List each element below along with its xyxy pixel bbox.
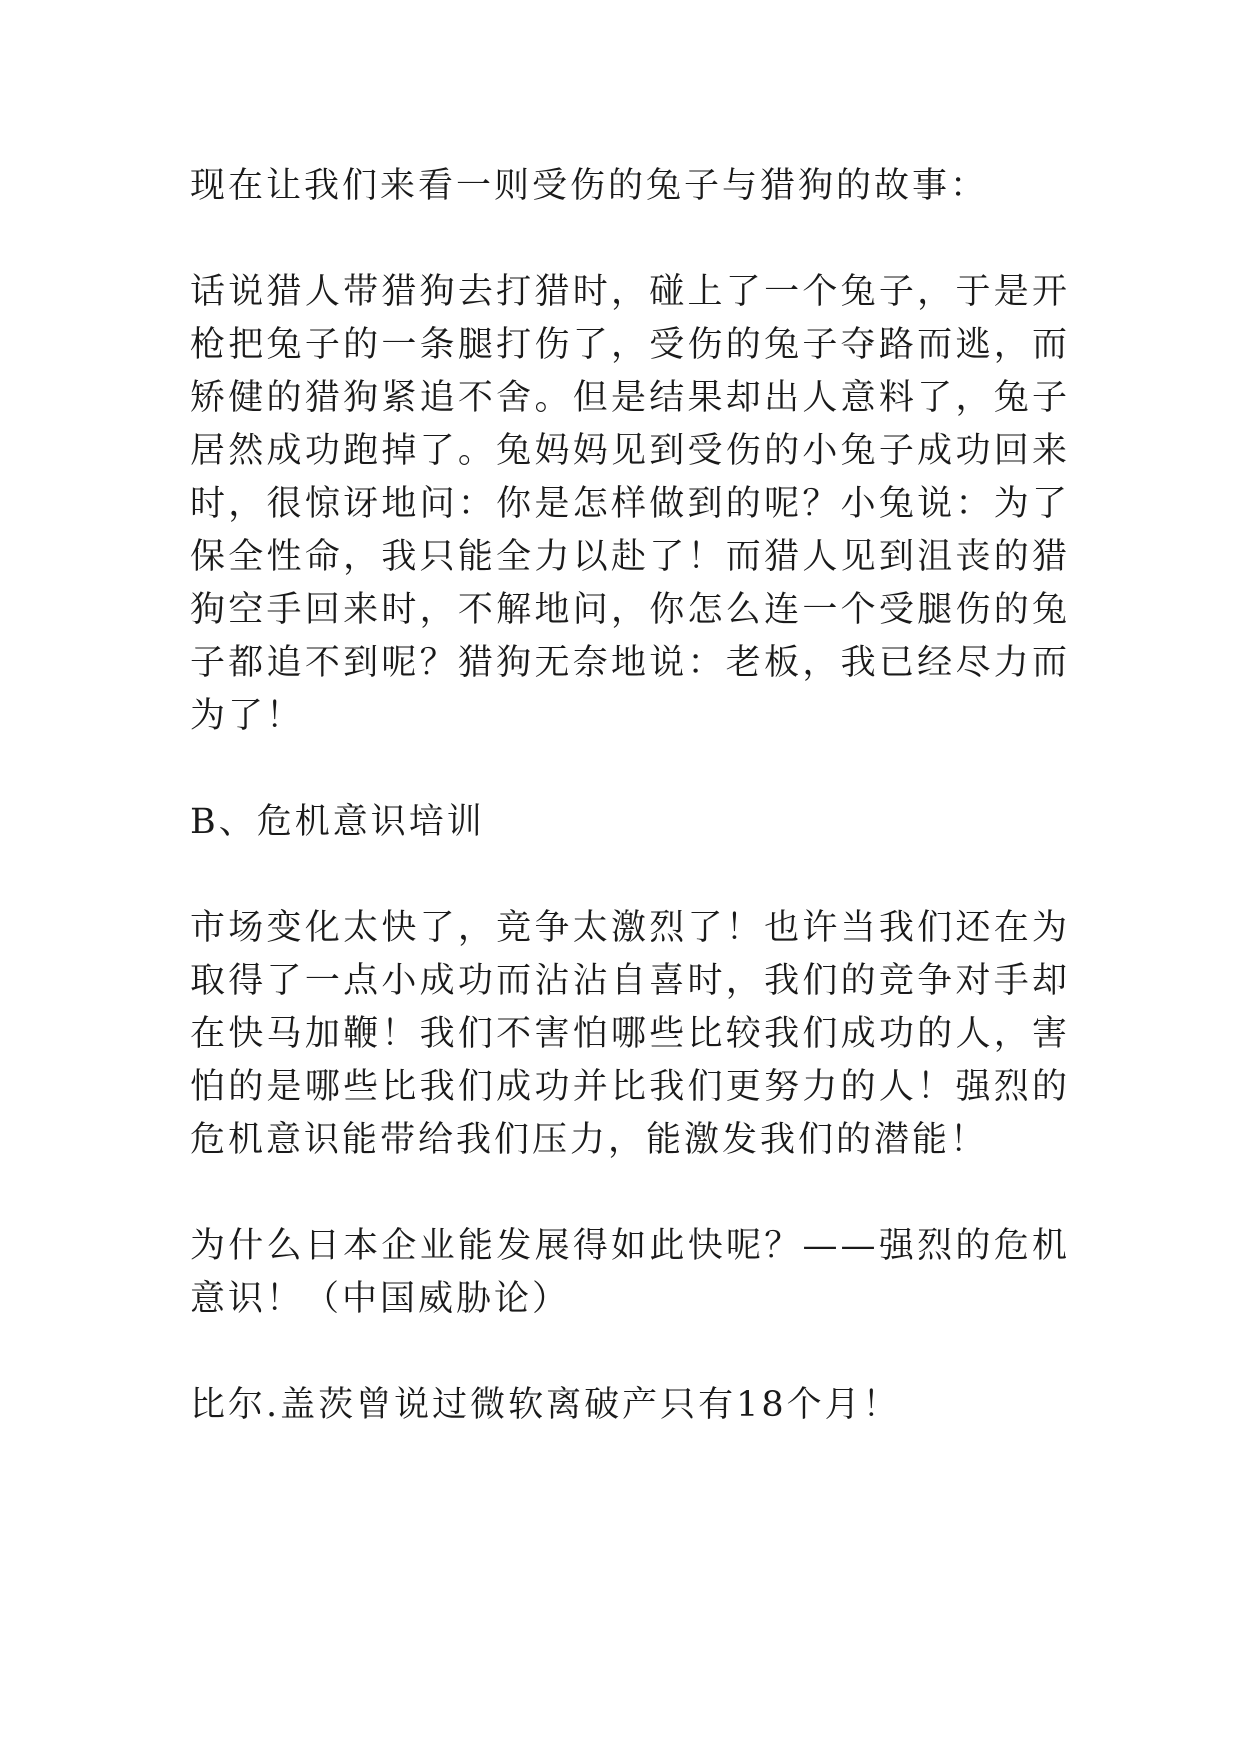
section-heading: B、危机意识培训 xyxy=(190,802,485,842)
microsoft-paragraph: 比尔.盖茨曾说过微软离破产只有18个月！ xyxy=(190,1385,901,1425)
document-body xyxy=(190,160,1070,1485)
crisis-paragraph: 市场变化太快了，竞争太激烈了！也许当我们还在为取得了一点小成功而沾沾自喜时，我们的竞争对手却在快马加鞭！我们不害怕哪些比较我们成功的人，害怕的是哪些比我们成功并比我们更努力的人！强烈的危机意识能带给我们压力，能激发我们的潜能！ xyxy=(190,908,1070,1160)
intro-paragraph: 现在让我们来看一则受伤的兔子与猎狗的故事： xyxy=(190,166,989,206)
story-paragraph: 话说猎人带猎狗去打猎时，碰上了一个兔子，于是开枪把兔子的一条腿打伤了，受伤的兔子夺路而逃，而矫健的猎狗紧追不舍。但是结果却出人意料了，兔子居然成功跑掉了。兔妈妈见到受伤的小兔子成功回来时，很惊讶地问：你是怎样做到的呢？小兔说：为了保全性命，我只能全力以赴了！而猎人见到沮丧的猎狗空手回来时，不解地问，你怎么连一个受腿伤的兔子都追不到呢？猎狗无奈地说：老板，我已经尽力而为了！ xyxy=(190,272,1070,736)
japan-paragraph: 为什么日本企业能发展得如此快呢？——强烈的危机意识！（中国威胁论） xyxy=(190,1226,1070,1319)
